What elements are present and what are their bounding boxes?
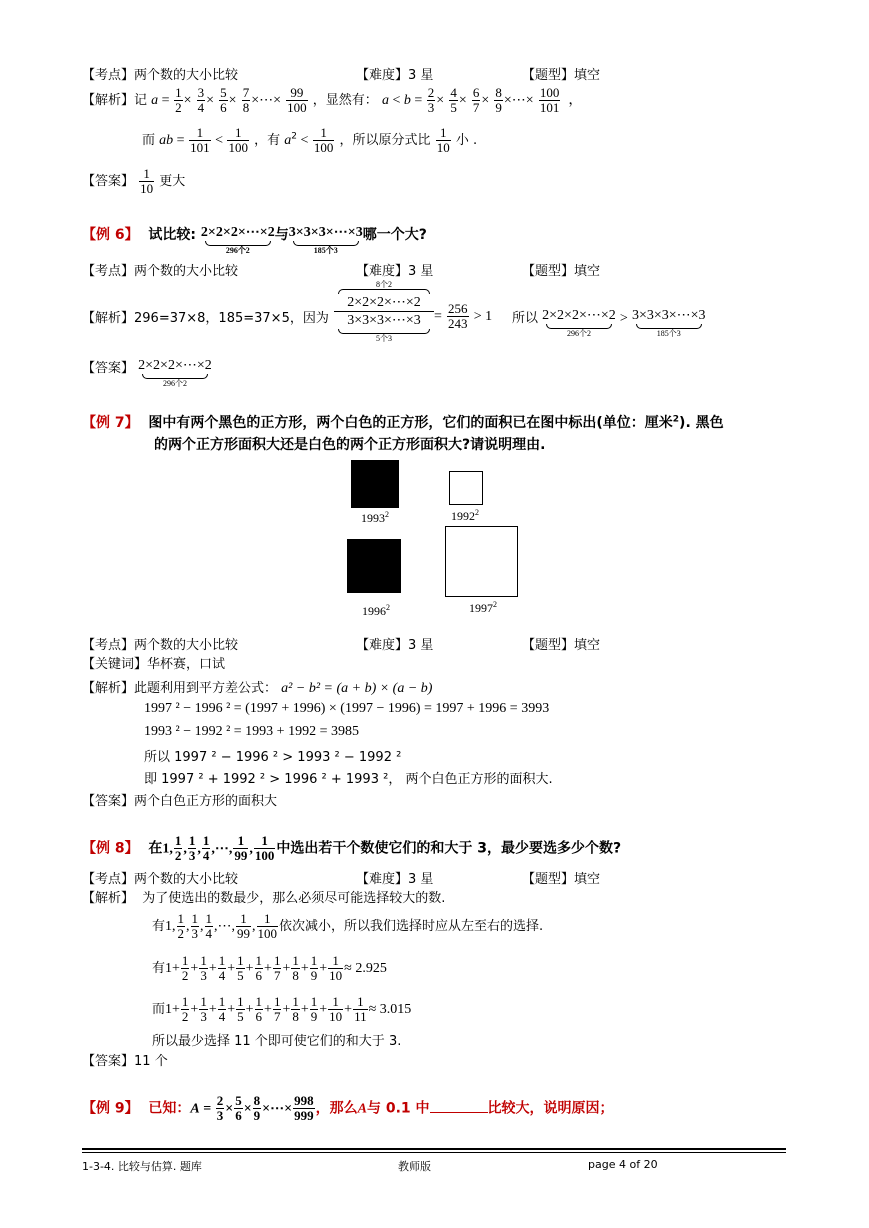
ex6-tixing: 【题型】填空 [522, 264, 601, 279]
ex8-tixing: 【题型】填空 [522, 872, 601, 887]
ex6-jiexi-label: 【解析】296=37×8，185=37×5，因为 [82, 311, 329, 326]
ex8-jiexi-line5: 所以最少选择 11 个即可使它们的和大于 3. [152, 1034, 402, 1049]
ex6-q-end: 哪一个大? [362, 227, 427, 243]
ex6-conclusion: 所以 2×2×2×⋯×2 296个2 > 3×3×3×⋯×3 185个3 [512, 308, 706, 338]
ex7-jiexi-line5: 即 1997 ² + 1992 ² > 1996 ² + 1993 ²， 两个白色正方形的面积大. [144, 772, 553, 787]
ex6-q-pre: 试比较: [148, 227, 196, 243]
footer-page: page 4 of 20 [588, 1158, 658, 1171]
ex7-jiexi-line2: 1997 ² − 1996 ² = (1997 + 1996) × (1997 − 1996) = 1997 + 1996 = 3993 [144, 701, 550, 716]
ex6-kaodian: 【考点】两个数的大小比较 [82, 264, 239, 279]
label-1996: 1996$^2$ [362, 603, 390, 618]
ex8-jiexi-line3: 有1+ $\frac{1}{2}$ + $\frac{1}{3}$ + $\frac{1}{4}$ + $\frac{1}{5}$ + $\frac{1}{6}$ + $\frac{1}{7}$ + $\frac{1}{8}$ + $\frac{1}{9}$ + $\frac{1}{10}$ ≈ 2.925 [152, 953, 387, 983]
ex6-daan: 【答案】 2×2×2×⋯×2 296个2 [82, 358, 212, 388]
jiexi-l2-end: 小 . [455, 133, 478, 148]
ex8-daan: 【答案】11 个 [82, 1054, 168, 1069]
ex6-big-fraction: 8个2 2×2×2×⋯×2 3×3×3×⋯×3 5个3 [334, 280, 434, 343]
ex7-nandu: 【难度】3 星 [356, 638, 434, 653]
jiexi-label: 【解析】 [82, 93, 135, 108]
footer-rule-thick [82, 1148, 786, 1150]
ex8-jiexi-line1: 【解析】 为了使选出的数最少，那么必须尽可能选择较大的数. [82, 891, 446, 906]
ex7-tixing: 【题型】填空 [522, 638, 601, 653]
example-9-label: 【例 9】 [82, 1100, 139, 1117]
daan-suffix: 更大 [159, 174, 186, 189]
white-square-1992 [449, 471, 483, 505]
label-1993: 1993$^2$ [361, 510, 389, 525]
jiexi-line2-top: 而 ab = $\frac{1}{101}$ < $\frac{1}{100}$ ，有 $a^2$ < $\frac{1}{100}$ ，所以原分式比 $\frac{1}{10}$ 小 . [142, 125, 478, 155]
jiexi-prefix: 记 [134, 93, 148, 108]
ex7-jiexi-line1: 【解析】此题利用到平方差公式： a² − b² = (a + b) × (a − b) [82, 681, 433, 696]
ex8-jiexi-line4: 而1+ $\frac{1}{2}$ + $\frac{1}{3}$ + $\frac{1}{4}$ + $\frac{1}{5}$ + $\frac{1}{6}$ + $\frac{1}{7}$ + $\frac{1}{8}$ + $\frac{1}{9}$ + $\frac{1}{10}$ + $\frac{1}{11}$ ≈ 3.015 [152, 994, 412, 1024]
ex6-nandu: 【难度】3 星 [356, 264, 434, 279]
daan-row-top: 【答案】 $\frac{1}{10}$ 更大 [82, 166, 186, 196]
label-1992: 1992$^2$ [451, 508, 479, 523]
tixing-label: 【题型】 [522, 68, 575, 83]
nandu-row-top [356, 64, 433, 83]
ex7-guanjianci: 【关键词】华杯赛，口试 [82, 657, 226, 672]
white-square-1997 [445, 526, 518, 597]
example-9-question: 【例 9】 已知：A = $\frac{2}{3}$ × $\frac{5}{6}$ × $\frac{8}{9}$ ×⋯× $\frac{998}{999}$ ，那么A与 0.1 中 比较大，说明原因； [82, 1093, 614, 1123]
example-7-question-line1: 【例 7】 图中有两个黑色的正方形，两个白色的正方形，它们的面积已在图中标出(单位：厘米$^2$). 黑色 [82, 414, 724, 431]
jiexi-mid: ，显然有： [312, 93, 378, 108]
jiexi-l2-mid2: ，所以原分式比 [339, 133, 431, 148]
ex6-fraction-result: = $\frac{256}{243}$ > 1 [434, 301, 493, 331]
tixing-value: 填空 [574, 68, 601, 83]
nandu-label: 【难度】 [356, 68, 409, 83]
ex7-daan: 【答案】两个白色正方形的面积大 [82, 794, 278, 809]
nandu-value: 3 星 [408, 68, 434, 83]
answer-blank[interactable] [430, 1100, 488, 1113]
example-7-question-line2: 的两个正方形面积大还是白色的两个正方形面积大?请说明理由. [154, 437, 546, 453]
black-square-1993 [351, 460, 399, 508]
kaodian-value: 两个数的大小比较 [134, 68, 239, 83]
example-6-label: 【例 6】 [82, 227, 139, 243]
tixing-row-top [522, 64, 600, 83]
underbrace-185: 3×3×3×⋯×3 185个3 [288, 225, 363, 255]
ex7-jiexi-line4: 所以 1997 ² − 1996 ² > 1993 ² − 1992 ² [144, 750, 402, 765]
ex7-kaodian: 【考点】两个数的大小比较 [82, 638, 239, 653]
example-7-label: 【例 7】 [82, 415, 139, 431]
ex8-kaodian: 【考点】两个数的大小比较 [82, 872, 239, 887]
example-8-question: 【例 8】 在1, $\frac{1}{2}$ , $\frac{1}{3}$ , $\frac{1}{4}$ ,⋯, $\frac{1}{99}$ , $\frac{1}{100}$ 中选出若干个数使它们的和大于 3，最少要选多少个数? [82, 833, 622, 863]
jiexi-line1-top: 【解析】记 a = $\frac{1}{2}$ × $\frac{3}{4}$ × $\frac{5}{6}$ × $\frac{7}{8}$ ×⋯× $\frac{99}{100}$ ，显然有： a < b = $\frac{2}{3}$ × $\frac{4}{5}$ × $\frac{6}{7}$ × $\frac{8}{9}$ ×⋯× $\frac{100}{101}$ ， [82, 85, 583, 115]
label-1997: 1997$^2$ [469, 600, 497, 615]
footer-center: 教师版 [398, 1160, 431, 1173]
example-8-label: 【例 8】 [82, 840, 139, 857]
ex8-jiexi-line2: 有1, $\frac{1}{2}$ , $\frac{1}{3}$ , $\frac{1}{4}$ ,⋯, $\frac{1}{99}$ , $\frac{1}{100}$ 依次减小，所以我们选择时应从左至右的选择. [152, 911, 544, 941]
example-6-question [82, 224, 427, 255]
footer-rule-thin [82, 1152, 786, 1153]
ex8-nandu: 【难度】3 星 [356, 872, 434, 887]
daan-label: 【答案】 [82, 174, 135, 189]
underbrace-296: 2×2×2×⋯×2 296个2 [200, 225, 275, 255]
ex7-jiexi-line3: 1993 ² − 1992 ² = 1993 + 1992 = 3985 [144, 724, 359, 739]
jiexi-l2-prefix: 而 [142, 133, 156, 148]
jiexi-l2-mid1: ，有 [254, 133, 281, 148]
black-square-1996 [347, 539, 401, 593]
kaodian-label: 【考点】 [82, 68, 135, 83]
ex6-q-mid: 与 [274, 227, 289, 243]
kaodian-row-top [82, 64, 238, 83]
footer-left: 1-3-4. 比较与估算. 题库 [82, 1160, 202, 1173]
